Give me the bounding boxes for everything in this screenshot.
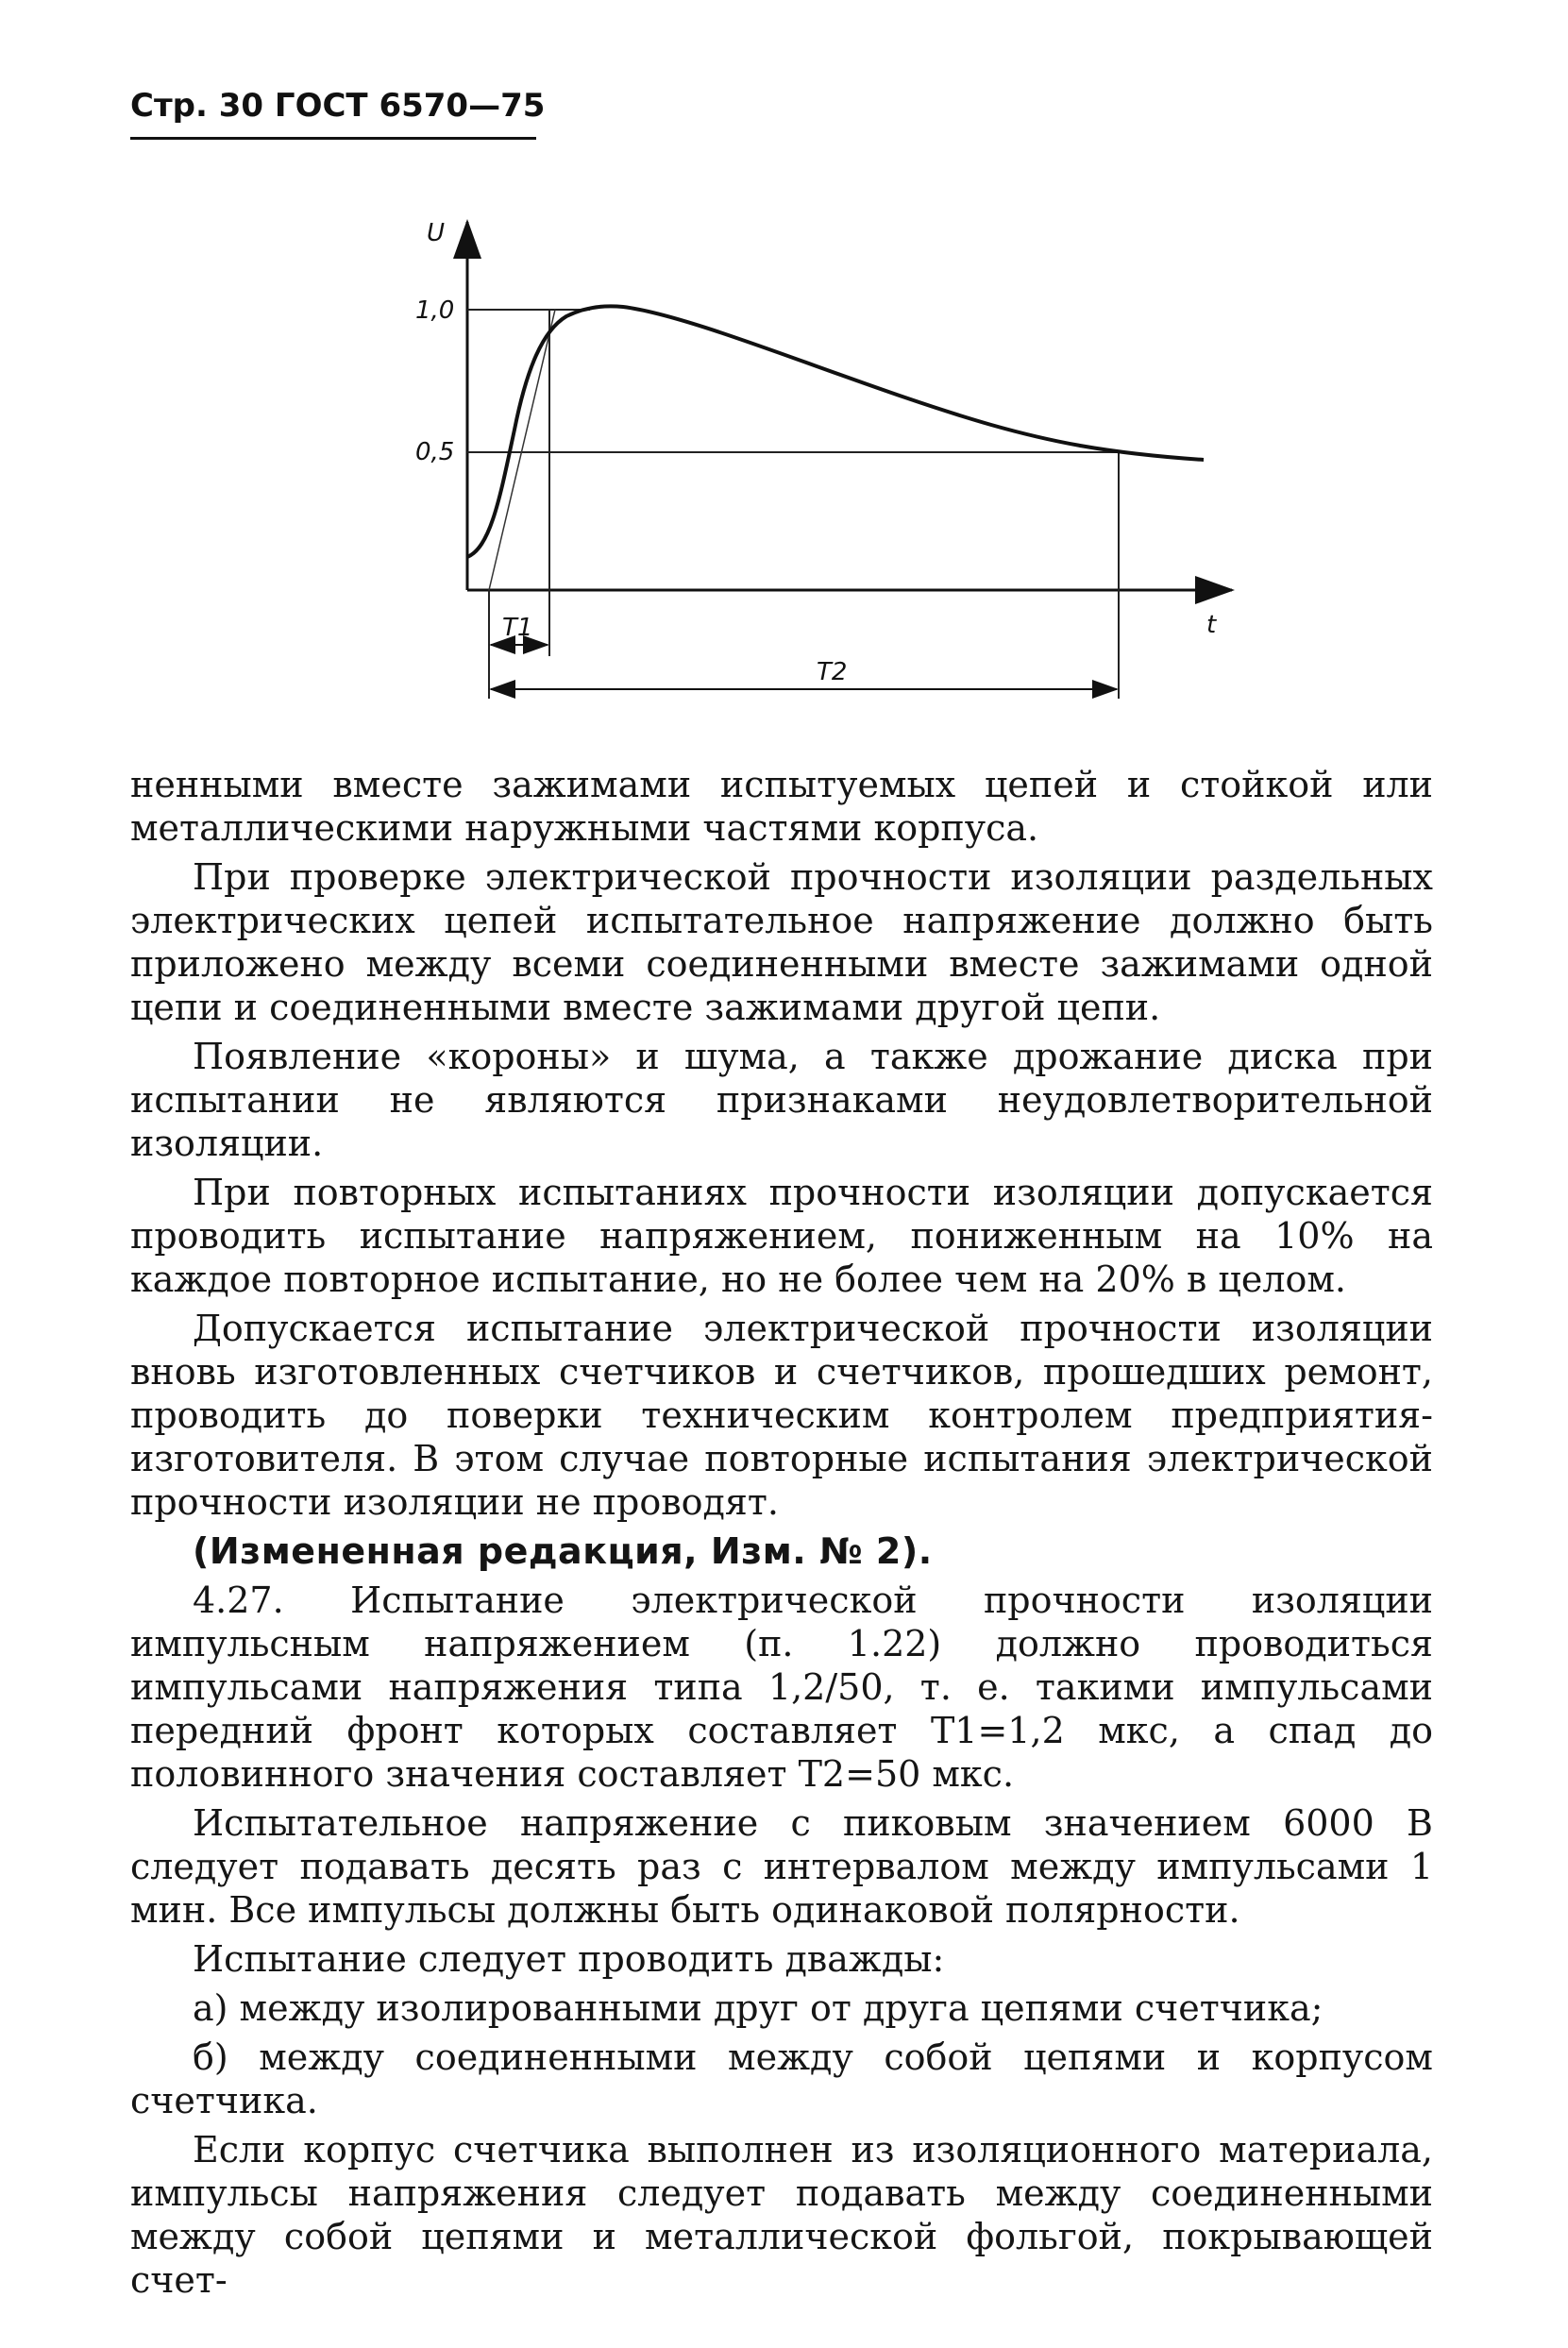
paragraph: Если корпус счетчика выполнен из изоляционного материала, импульсы напряжения следует подавать между соединенными между собой цепями и металлической фольгой, покрывающей счет-	[130, 2129, 1433, 2301]
paragraph: При проверке электрической прочности изоляции раздельных электрических цепей испытательное напряжение должно быть приложено между всеми соединенными вместе зажимами одной цепи и соединенными вместе зажимами другой цепи.	[130, 856, 1433, 1028]
header-rule	[130, 137, 536, 140]
front-tangent-line	[489, 310, 555, 590]
paragraph: 4.27. Испытание электрической прочности изоляции импульсным напряжением (п. 1.22) должно проводиться импульсами напряжения типа 1,2/50, т. е. такими импульсами передний фронт которых составляет T1=1,2 мкс, а спад до половинного значения составляет T2=50 мкс.	[130, 1579, 1433, 1795]
paragraph: Допускается испытание электрической прочности изоляции вновь изготовленных счетчиков и счетчиков, прошедших ремонт, проводить до поверки техническим контролем предприятия-изготовителя. В этом случае повторные испытания электрической прочности изоляции не проводят.	[130, 1308, 1433, 1523]
paragraph: Испытательное напряжение с пиковым значением 6000 В следует подавать десять раз с интервалом между импульсами 1 мин. Все импульсы должны быть одинаковой полярности.	[130, 1802, 1433, 1931]
paragraph: При повторных испытаниях прочности изоляции допускается проводить испытание напряжением, пониженным на 10% на каждое повторное испытание, но не более чем на 20% в целом.	[130, 1172, 1433, 1300]
tick-label-1-0: 1,0	[415, 296, 455, 325]
paragraph: ненными вместе зажимами испытуемых цепей и стойкой или металлическими наружными частями корпуса.	[130, 764, 1433, 849]
impulse-waveform-figure	[387, 212, 1256, 713]
x-axis-label: t	[1206, 611, 1217, 639]
tick-label-0-5: 0,5	[415, 438, 455, 466]
impulse-waveform-curve	[467, 306, 1204, 557]
y-axis-label: U	[427, 219, 446, 247]
page-header: Стр. 30 ГОСТ 6570—75	[130, 87, 546, 125]
paragraph: Появление «короны» и шума, а также дрожание диска при испытании не являются признаками неудовлетворительной изоляции.	[130, 1036, 1433, 1164]
t2-label: T2	[817, 658, 848, 686]
amendment-note: (Измененная редакция, Изм. № 2).	[193, 1530, 933, 1572]
body-text	[130, 763, 1433, 2307]
impulse-waveform-diagram	[387, 212, 1256, 713]
list-item: а) между изолированными друг от друга цепями счетчика;	[193, 1987, 1324, 2029]
t1-label: T1	[502, 614, 533, 642]
list-item: б) между соединенными между собой цепями и корпусом счетчика.	[130, 2036, 1433, 2121]
paragraph: Испытание следует проводить дважды:	[193, 1938, 945, 1980]
